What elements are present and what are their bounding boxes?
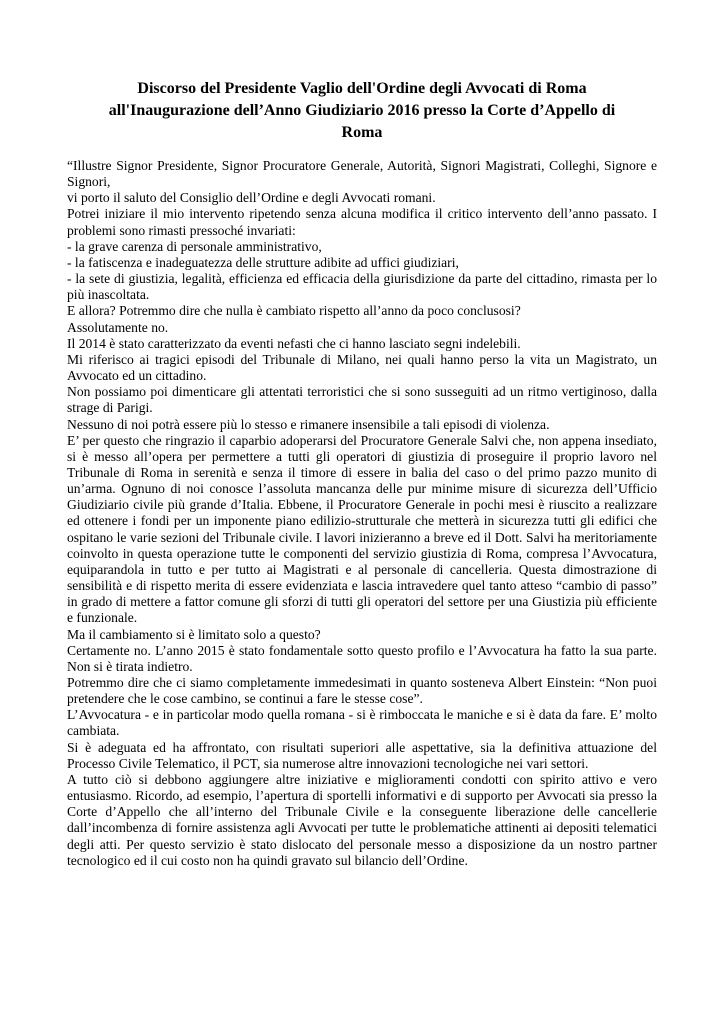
list-item-staff-shortage: - la grave carenza di personale amministrativo, xyxy=(67,238,322,254)
paragraph-2014: Il 2014 è stato caratterizzato da eventi nefasti che ci hanno lasciato segni indelebili. xyxy=(67,335,521,351)
paragraph-violence: Nessuno di noi potrà essere più lo stesso e rimanere insensibile a tali episodi di violenza. xyxy=(67,416,550,432)
speech-body xyxy=(67,158,657,869)
title-line-3: Roma xyxy=(341,124,383,141)
paragraph-milan: Mi riferisco ai tragici episodi del Tribunale di Milano, nei quali hanno perso la vita un Magistrato, un Avvocato ed un cittadino. xyxy=(67,351,657,384)
paragraph-2015: Certamente no. L’anno 2015 è stato fondamentale sotto questo profilo e l’Avvocatura ha fatto la sua parte. Non si è tirata indietro. xyxy=(67,642,657,674)
paragraph-change-question: Ma il cambiamento si è limitato solo a questo? xyxy=(67,626,321,642)
title-line-2: all'Inaugurazione dell’Anno Giudiziario 2016 presso la Corte d’Appello di xyxy=(108,102,616,119)
paragraph-intro: Potrei iniziare il mio intervento ripetendo senza alcuna modifica il critico intervento dell’anno passato. I problemi sono rimasti pressoché invariati: xyxy=(67,206,657,238)
document-title xyxy=(67,78,657,144)
list-item-justice: - la sete di giustizia, legalità, efficienza ed efficacia della giurisdizione da parte del cittadino, rimasta per lo più inascoltata. xyxy=(67,271,657,303)
paragraph-terrorism: Non possiamo poi dimenticare gli attentati terroristici che si sono susseguiti ad un ritmo vertiginoso, dalla strage di Parigi. xyxy=(67,384,657,416)
paragraph-pct: Si è adeguata ed ha affrontato, con risultati superiori alle aspettative, sia la definitiva attuazione del Processo Civile Telematico, il PCT, sia numerose altre innovazioni tecnologiche nei vari settori. xyxy=(67,739,657,771)
document-page xyxy=(67,78,657,869)
paragraph-answer: Assolutamente no. xyxy=(67,319,169,335)
title-line-1: Discorso del Presidente Vaglio dell'Ordine degli Avvocati di Roma xyxy=(137,80,587,97)
list-item-structures: - la fatiscenza e inadeguatezza delle strutture adibite ad uffici giudiziari, xyxy=(67,254,459,270)
paragraph-einstein: Potremmo dire che ci siamo completamente immedesimati in quanto sosteneva Albert Einstein: “Non puoi pretendere che le cose cambino, se continui a fare le stesse cose”. xyxy=(67,675,657,707)
paragraph-salvi: E’ per questo che ringrazio il caparbio adoperarsi del Procuratore Generale Salvi che, non appena insediato, si è messo all’opera per permettere a tutti gli operatori di giustizia di proseguire il proprio lavoro nel Tribunale di Roma in serenità e senza il timore di essere in balia del caso o del primo pazzo munito di un’arma. Ognuno di noi conosce l’assoluta mancanza delle pur minime misure di sicurezza dell’Ufficio Giudiziario civile più grande d’Italia. Ebbene, il Procuratore Generale in pochi mesi è riuscito a realizzare ed ottenere i fondi per un imponente piano edilizio-strutturale che metterà in sicurezza tutti gli edifici che ospitano le varie sezioni del Tribunale civile. I lavori inizieranno a breve ed il Dott. Salvi ha meritoriamente coinvolto in questa operazione tutte le componenti del servizio giustizia di Roma, compresa l’Avvocatura, equiparandola in tutto e per tutto ai Magistrati e al personale di cancelleria. Questa dimostrazione di sensibilità e di rispetto merita di essere evidenziata e lascia intravedere quel tanto atteso “cambio di passo” in grado di mettere a fattor comune gli sforzi di tutti gli operatori del settore per una Giustizia più efficiente e funzionale. xyxy=(67,432,657,626)
paragraph-salute: vi porto il saluto del Consiglio dell’Ordine e degli Avvocati romani. xyxy=(67,190,436,206)
paragraph-initiatives: A tutto ciò si debbono aggiungere altre iniziative e miglioramenti condotti con spirito attivo e vero entusiasmo. Ricordo, ad esempio, l’apertura di sportelli informativi e di supporto per Avvocati sia presso la Corte d’Appello che all’interno del Tribunale Civile e la conseguente liberazione delle cancellerie dall’incombenza di fornire assistenza agli Avvocati per tutte le problematiche attinenti ai depositi telematici degli atti. Per questo servizio è stato dislocato del personale messo a disposizione da un nostro partner tecnologico ed il cui costo non ha quindi gravato sul bilancio dell’Ordine. xyxy=(67,771,657,868)
paragraph-greeting: “Illustre Signor Presidente, Signor Procuratore Generale, Autorità, Signori Magistrati, Colleghi, Signore e Signori, xyxy=(67,158,657,190)
paragraph-question: E allora? Potremmo dire che nulla è cambiato rispetto all’anno da poco conclusosi? xyxy=(67,303,521,319)
paragraph-advocacy: L’Avvocatura - e in particolar modo quella romana - si è rimboccata le maniche e si è data da fare. E’ molto cambiata. xyxy=(67,707,657,739)
